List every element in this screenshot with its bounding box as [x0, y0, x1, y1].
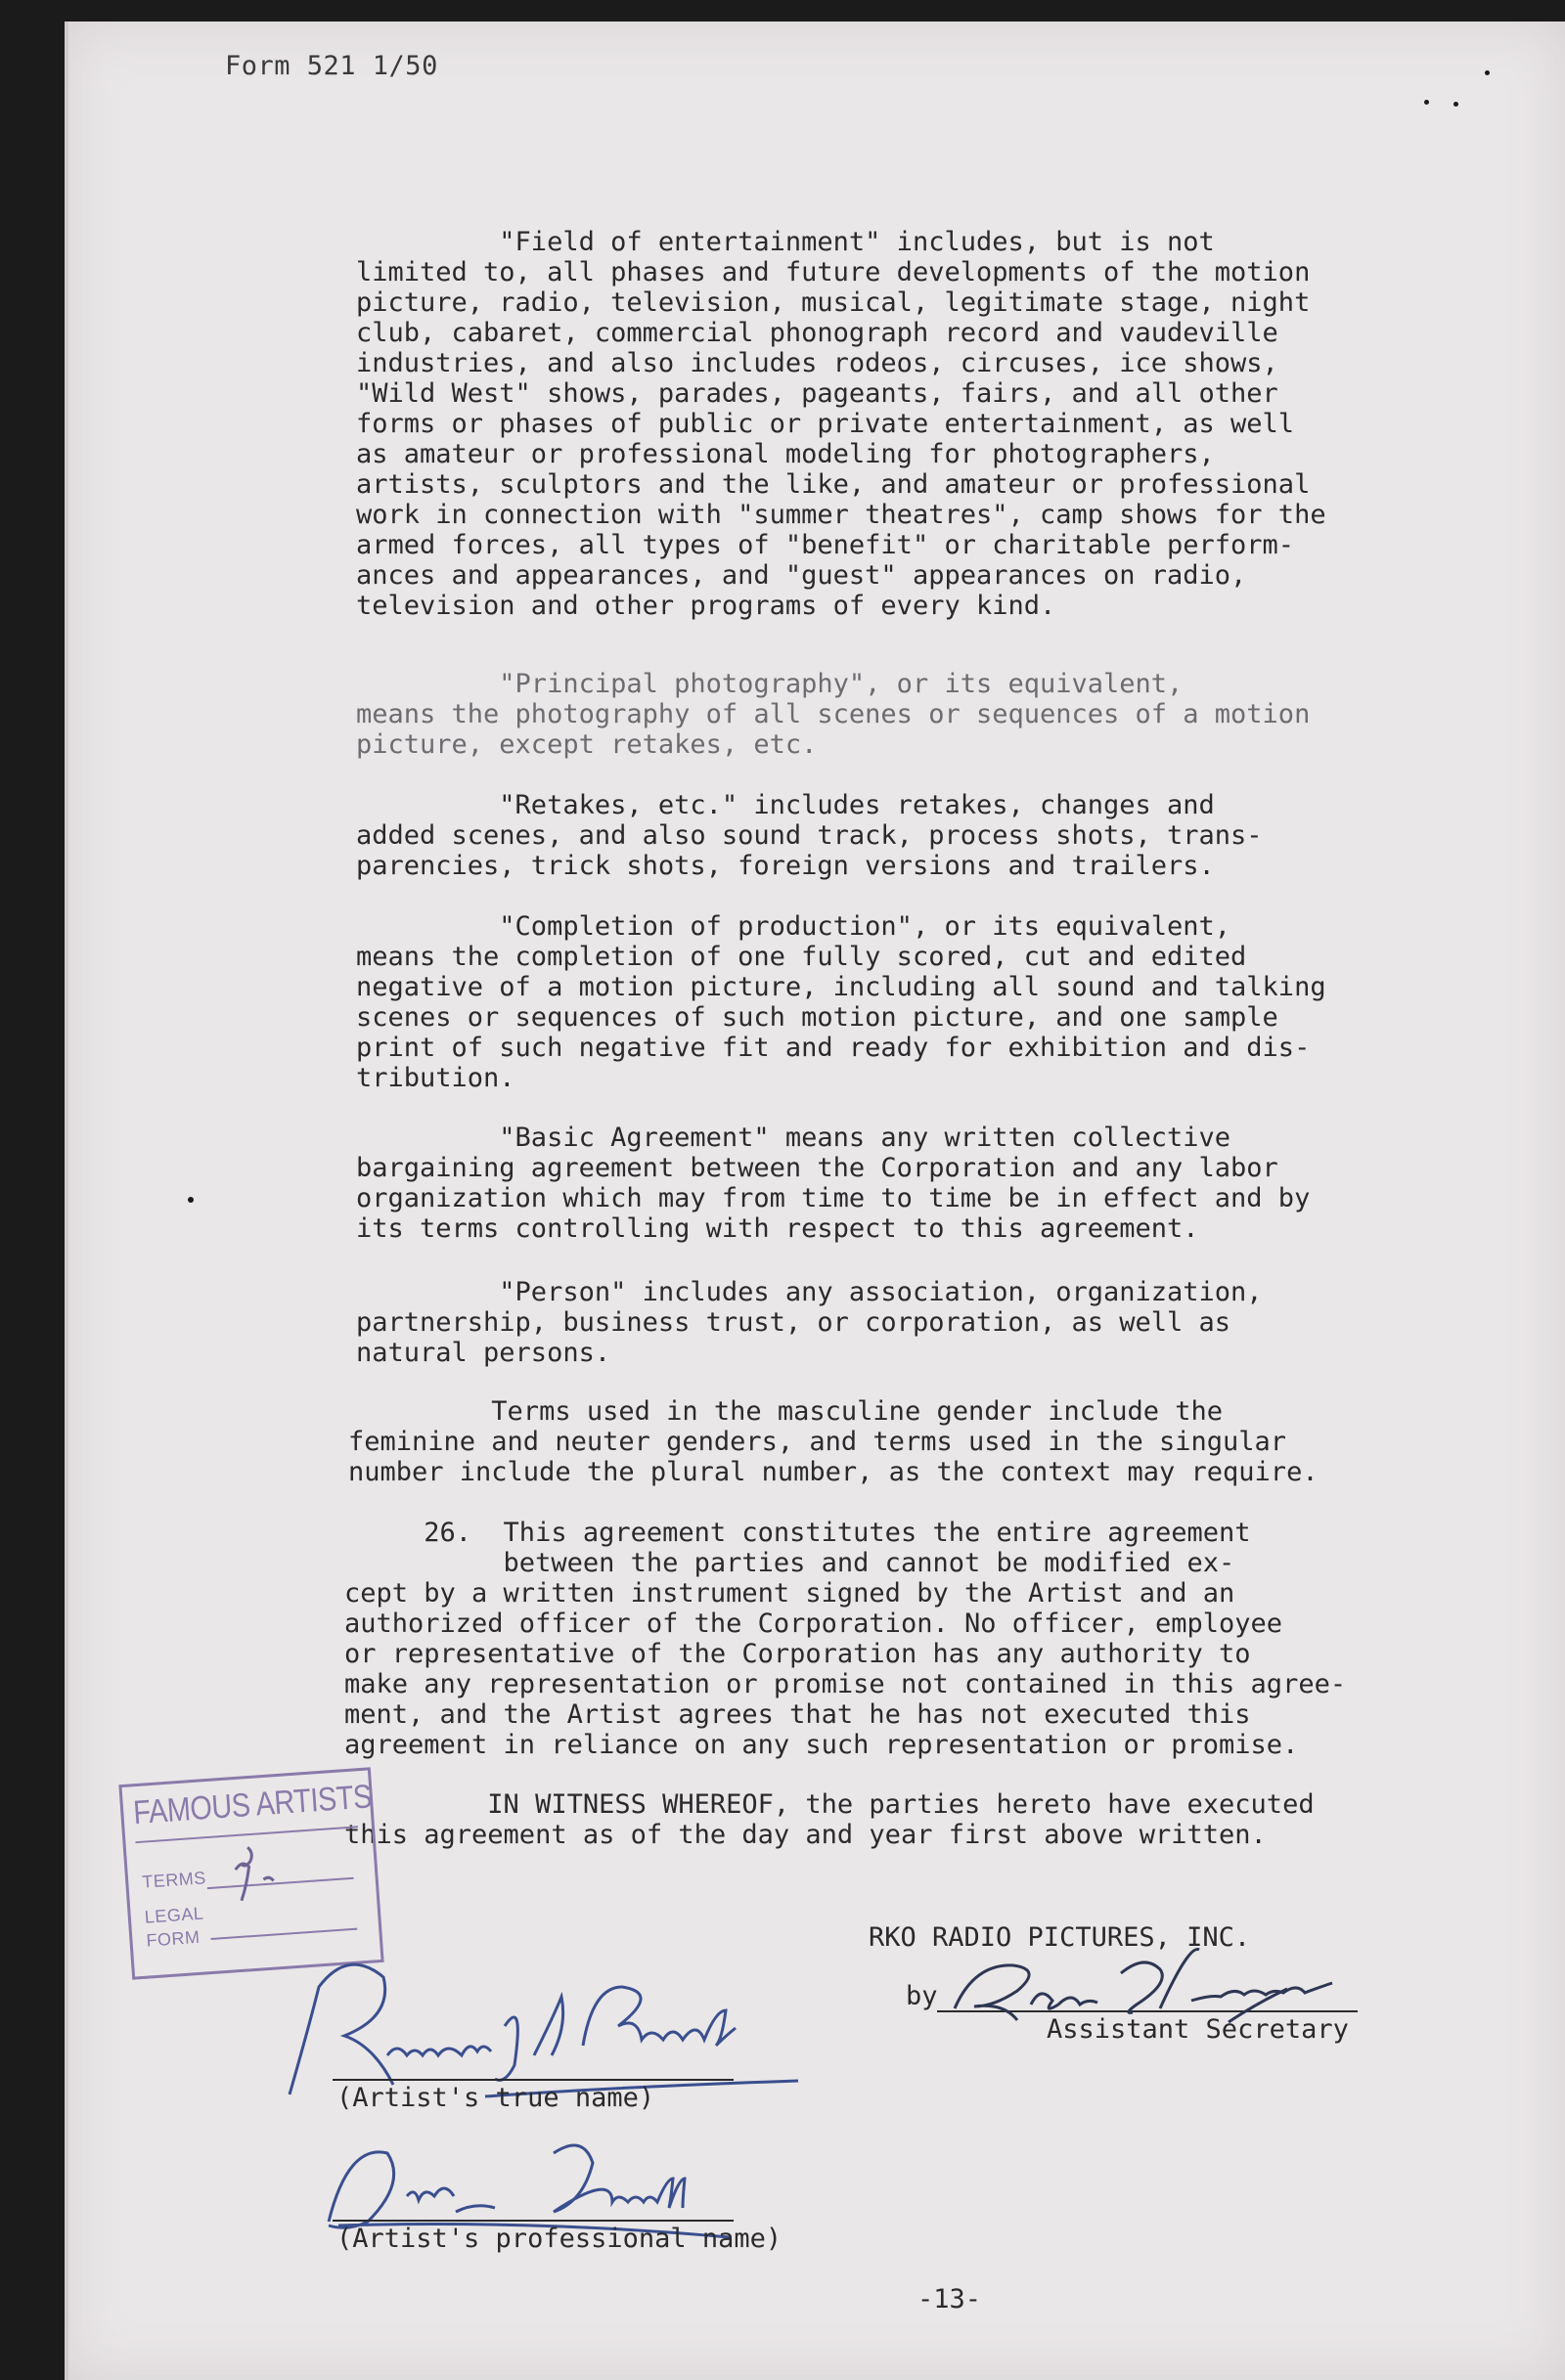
definition-line: limited to, all phases and future developments of the motion	[356, 257, 1311, 287]
clause26-line: cept by a written instrument signed by the Artist and an	[344, 1578, 1235, 1609]
clause-26-entire-agreement	[344, 1518, 1346, 1760]
definition-line: picture, except retakes, etc.	[356, 729, 818, 760]
ink-speck	[1424, 100, 1429, 105]
definition-line: television and other programs of every kind.	[356, 591, 1056, 621]
definition-line: means the photography of all scenes or sequences of a motion	[356, 699, 1311, 729]
definition-line: Terms used in the masculine gender include the	[348, 1396, 1224, 1427]
stamp-title: FAMOUS ARTISTS	[132, 1778, 374, 1832]
definition-line: print of such negative fit and ready for exhibition and dis-	[356, 1033, 1311, 1063]
definition-line: negative of a motion picture, including all sound and talking	[356, 972, 1326, 1002]
clause26-line: authorized officer of the Corporation. No officer, employee	[344, 1609, 1283, 1639]
definition-line: "Field of entertainment" includes, but is not	[356, 227, 1215, 257]
artist-professional-name-line	[333, 2220, 734, 2222]
ink-speck	[1485, 70, 1490, 75]
artist-true-name-line	[333, 2079, 734, 2081]
definition-line: artists, sculptors and the like, and amateur or professional	[356, 469, 1311, 500]
definition-line: feminine and neuter genders, and terms used in the singular	[348, 1427, 1287, 1457]
clause26-line: agreement in reliance on any such representation or promise.	[344, 1730, 1299, 1760]
definition-line: club, cabaret, commercial phonograph record and vaudeville	[356, 318, 1278, 348]
definition-line: partnership, business trust, or corporation, as well as	[356, 1307, 1231, 1338]
definition-line: means the completion of one fully scored, cut and edited	[356, 942, 1247, 972]
page-edge	[65, 22, 68, 2380]
definition-line: armed forces, all types of "benefit" or charitable perform-	[356, 530, 1295, 560]
definition-line: organization which may from time to time be in effect and by	[356, 1183, 1311, 1213]
definition-terms-gender	[348, 1396, 1319, 1487]
definition-line: added scenes, and also sound track, process shots, trans-	[356, 820, 1263, 851]
definition-line: "Wild West" shows, parades, pageants, fairs, and all other	[356, 378, 1278, 409]
clause26-line: or representative of the Corporation has any authority to	[344, 1639, 1251, 1669]
definition-line: forms or phases of public or private entertainment, as well	[356, 409, 1295, 439]
officer-title: Assistant Secretary	[1047, 2014, 1349, 2045]
by-label: by	[906, 1981, 938, 2011]
artist-professional-name-caption: (Artist's professional name)	[336, 2224, 782, 2254]
company-name: RKO RADIO PICTURES, INC.	[869, 1922, 1251, 1953]
definition-line: "Retakes, etc." includes retakes, changes and	[356, 790, 1215, 820]
definition-line: natural persons.	[356, 1338, 611, 1368]
definition-line: work in connection with "summer theatres", camp shows for the	[356, 500, 1326, 530]
definition-basic-agreement	[356, 1123, 1310, 1244]
stamp-form-label: FORM	[145, 1926, 201, 1951]
witness-line: this agreement as of the day and year first above written.	[344, 1820, 1267, 1850]
clause26-line: ment, and the Artist agrees that he has not executed this	[344, 1699, 1251, 1730]
definition-line: parencies, trick shots, foreign versions and trailers.	[356, 851, 1215, 881]
clause26-line: between the parties and cannot be modified ex-	[344, 1548, 1235, 1578]
form-number-header: Form 521 1/50	[225, 51, 438, 81]
definition-line: "Basic Agreement" means any written collective	[356, 1123, 1231, 1153]
ink-speck	[188, 1197, 194, 1203]
definition-line: ances and appearances, and "guest" appearances on radio,	[356, 560, 1247, 591]
definition-line: as amateur or professional modeling for photographers,	[356, 439, 1215, 469]
definition-completion-of-production	[356, 911, 1326, 1093]
stamp-initials	[122, 1770, 381, 1976]
definition-retakes	[356, 790, 1263, 881]
definition-line: "Person" includes any association, organization,	[356, 1277, 1263, 1307]
clause26-line: make any representation or promise not contained in this agree-	[344, 1669, 1347, 1699]
document-page	[65, 22, 1565, 2380]
definition-principal-photography	[356, 669, 1310, 760]
definition-line: scenes or sequences of such motion picture, and one sample	[356, 1002, 1278, 1033]
witness-line: IN WITNESS WHEREOF, the parties hereto have executed	[344, 1789, 1315, 1820]
artist-true-name-caption: (Artist's true name)	[336, 2083, 655, 2113]
definition-line: "Principal photography", or its equivalent,	[356, 669, 1184, 699]
definition-line: tribution.	[356, 1063, 515, 1093]
clause26-line: 26. This agreement constitutes the entire agreement	[344, 1518, 1251, 1548]
definition-line: industries, and also includes rodeos, circuses, ice shows,	[356, 348, 1278, 378]
definition-line: bargaining agreement between the Corporation and any labor	[356, 1153, 1278, 1183]
definition-line: picture, radio, television, musical, legitimate stage, night	[356, 287, 1311, 318]
stamp-terms-label: TERMS	[141, 1868, 207, 1892]
definition-line: its terms controlling with respect to this agreement.	[356, 1213, 1199, 1244]
in-witness-whereof	[344, 1789, 1315, 1850]
definition-field-of-entertainment	[356, 227, 1326, 621]
definition-person	[356, 1277, 1263, 1368]
definition-line: number include the plural number, as the context may require.	[348, 1457, 1319, 1487]
definition-line: "Completion of production", or its equivalent,	[356, 911, 1231, 942]
stamp-legal-label: LEGAL	[144, 1903, 204, 1927]
ink-speck	[1453, 102, 1458, 107]
page-number: -13-	[917, 2284, 982, 2314]
